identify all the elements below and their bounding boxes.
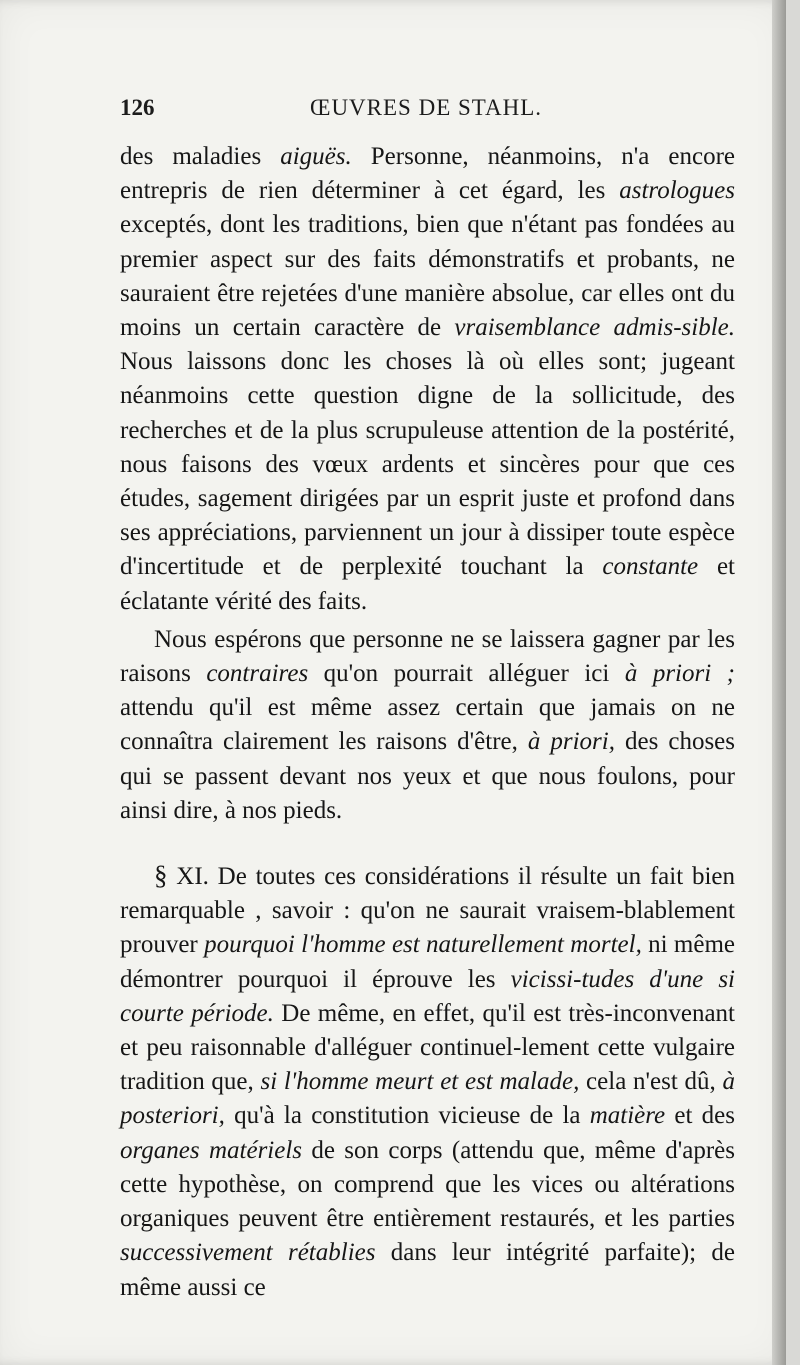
text-span: de son corps (attendu que, même d'après cette hypothèse, on comprend que les vices ou altérations organiques peuvent être entièrement restaurés, et les parties xyxy=(120,1136,735,1233)
text-span: Personne, néanmoins, n'a encore entrepris de rien déterminer à cet égard, les xyxy=(120,143,735,205)
italic-span: vraisemblance admis-sible. xyxy=(454,314,735,342)
text-span: des choses qui se passent devant nos yeux et que nous foulons, pour ainsi dire, à nos pieds. xyxy=(120,728,735,824)
text-span: exceptés, dont les traditions, bien que n'étant pas fondées au premier aspect sur des faits démonstratifs et probants, ne sauraient être rejetées d'une manière absolue, car elles ont du moins un certain caractère de xyxy=(120,211,735,342)
text-span: Nous espérons que personne ne se laissera gagner par les raisons xyxy=(120,625,735,688)
italic-span: aiguës. xyxy=(280,143,352,170)
italic-span: contraires xyxy=(206,660,309,688)
text-span: XI. De toutes ces considérations il résulte un fait bien remarquable , savoir : qu'on ne saurait vraisem-blablement prouver xyxy=(120,863,735,959)
italic-span: organes matériels xyxy=(120,1136,303,1164)
text-span: cela n'est dû, xyxy=(579,1068,723,1096)
text-span: qu'à la constitution vicieuse de la xyxy=(224,1102,590,1130)
italic-span: à posteriori, xyxy=(120,1068,736,1130)
paragraph-1 xyxy=(120,140,735,619)
body-text xyxy=(120,140,735,1305)
paragraph-3-section-xi xyxy=(120,858,735,1305)
text-span: De même, en effet, qu'il est très-inconvenant et peu raisonnable d'alléguer continuel-lement cette vulgaire tradition que, xyxy=(120,999,736,1096)
text-span: attendu qu'il est même assez certain que jamais on ne connaîtra clairement les raisons d'être, xyxy=(120,694,735,756)
italic-span: matière xyxy=(589,1102,666,1130)
italic-span: si l'homme meurt et est malade, xyxy=(260,1068,580,1096)
text-span: dans leur intégrité parfaite); de même aussi ce xyxy=(120,1239,735,1301)
text-span: ni même démontrer pourquoi il éprouve les xyxy=(120,931,736,993)
text-span: Nous laissons donc les choses là où elles sont; jugeant néanmoins cette question digne de la sollicitude, des recherches et de la plus scrupuleuse attention de la postérité, nous faisons des vœux ardents et sincères pour que ces études, sagement dirigées par un esprit juste et profond dans ses appréciations, parviennent un jour à dissiper toute espèce d'incertitude et de perplexité touchant la xyxy=(120,348,735,581)
italic-span: à priori ; xyxy=(624,660,735,688)
italic-span: constante xyxy=(602,553,699,581)
page-header xyxy=(120,95,740,125)
page-number: 126 xyxy=(120,95,155,120)
text-span: des maladies xyxy=(120,143,281,170)
text-span: et des xyxy=(665,1102,735,1130)
page-edge xyxy=(772,0,786,1365)
italic-span: successivement rétablies xyxy=(120,1239,376,1267)
paragraph-2 xyxy=(120,623,735,828)
text-span: qu'on pourrait alléguer ici xyxy=(308,660,625,688)
italic-span: pourquoi l'homme est naturellement mortel, xyxy=(204,931,642,959)
section-sign: § xyxy=(154,860,168,891)
italic-span: vicissi-tudes d'une si courte période. xyxy=(120,965,736,1027)
text-span: et éclatante vérité des faits. xyxy=(120,553,735,615)
italic-span: astrologues xyxy=(619,177,735,205)
running-head: ŒUVRES DE STAHL. xyxy=(310,95,543,120)
italic-span: à priori, xyxy=(527,728,615,756)
